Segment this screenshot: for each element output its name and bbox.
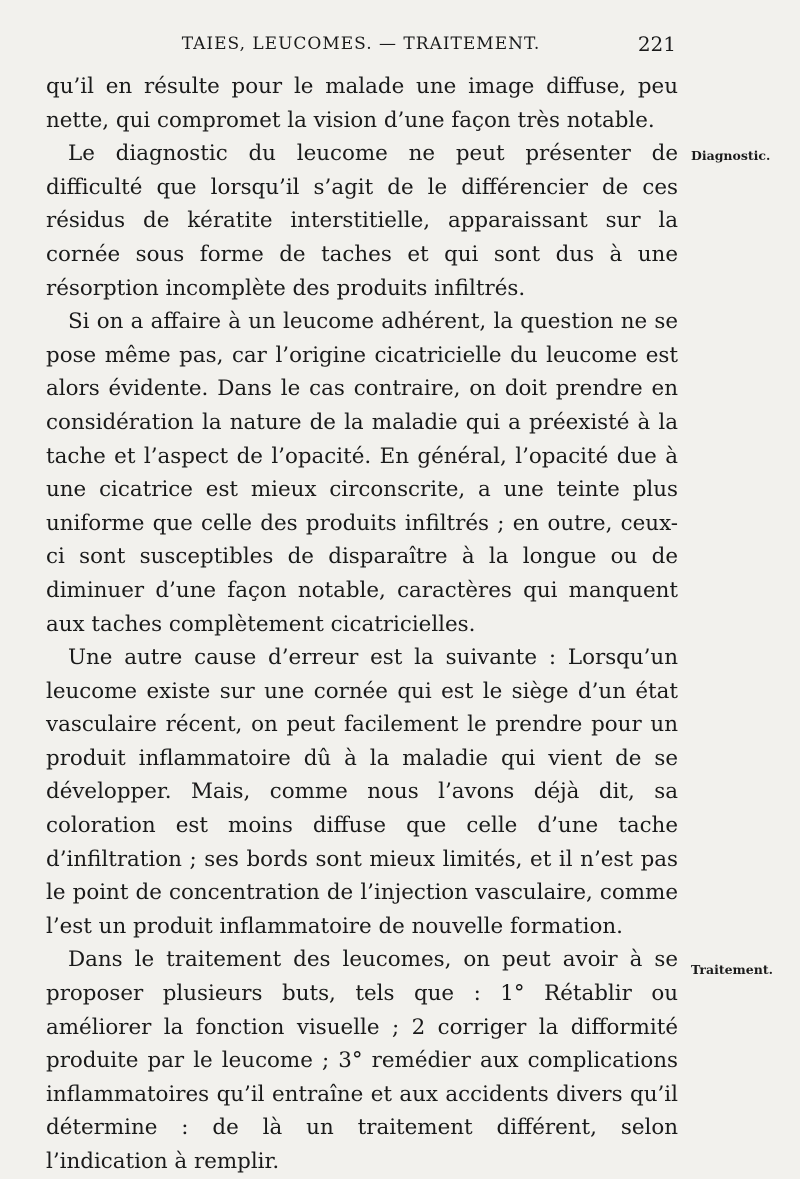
paragraph-erreur: Une autre cause d’erreur est la suivante : Lorsqu’un leucome existe sur une cornée qui est le siège d’un état vasculaire récent, on peut facilement le prendre pour un produit inflammatoire dû à la maladie qui vient de se développer. Mais, comme nous l’avons déjà dit, sa coloration est moins diffuse que celle d’une tache d’infiltration ; ses bords sont mieux limités, et il n’est pas le point de concentration de l’injection vasculaire, comme l’est un produit inflammatoire de nouvelle formation. [46, 645, 678, 939]
running-head: TAIES, LEUCOMES. — TRAITEMENT. [181, 34, 541, 54]
body-text [46, 70, 678, 1179]
margin-note-traitement: Traitement. [691, 962, 773, 977]
page-number: 221 [637, 32, 676, 56]
paragraph-adherent: Si on a affaire à un leucome adhérent, la question ne se pose même pas, car l’origine cicatricielle du leucome est alors évidente. Dans le cas contraire, on doit prendre en considération la nature de la maladie qui a préexisté à la tache et l’aspect de l’opacité. En général, l’opacité due à une cicatrice est mieux circonscrite, a une teinte plus uniforme que celle des produits infiltrés ; en outre, ceux-ci sont susceptibles de disparaître à la longue ou de diminuer d’une façon notable, caractères qui manquent aux taches complètement cicatricielles. [46, 309, 678, 637]
page-header [46, 28, 676, 62]
paragraph-continuation: qu’il en résulte pour le malade une image diffuse, peu nette, qui compromet la vision d’une façon très notable. [46, 74, 678, 133]
margin-note-diagnostic: Diagnostic. [691, 148, 771, 163]
paragraph-traitement: Dans le traitement des leucomes, on peut avoir à se proposer plusieurs buts, tels que : 1° Rétablir ou améliorer la fonction visuelle ; 2 corriger la difformité produite par le leucome ; 3° remédier aux complications inflammatoires qu’il entraîne et aux accidents divers qu’il détermine : de là un traitement différent, selon l’indication à remplir. [46, 947, 678, 1174]
paragraph-diagnostic: Le diagnostic du leucome ne peut présenter de difficulté que lorsqu’il s’agit de le différencier de ces résidus de kératite interstitielle, apparaissant sur la cornée sous forme de taches et qui sont dus à une résorption incomplète des produits infiltrés. [46, 141, 678, 301]
